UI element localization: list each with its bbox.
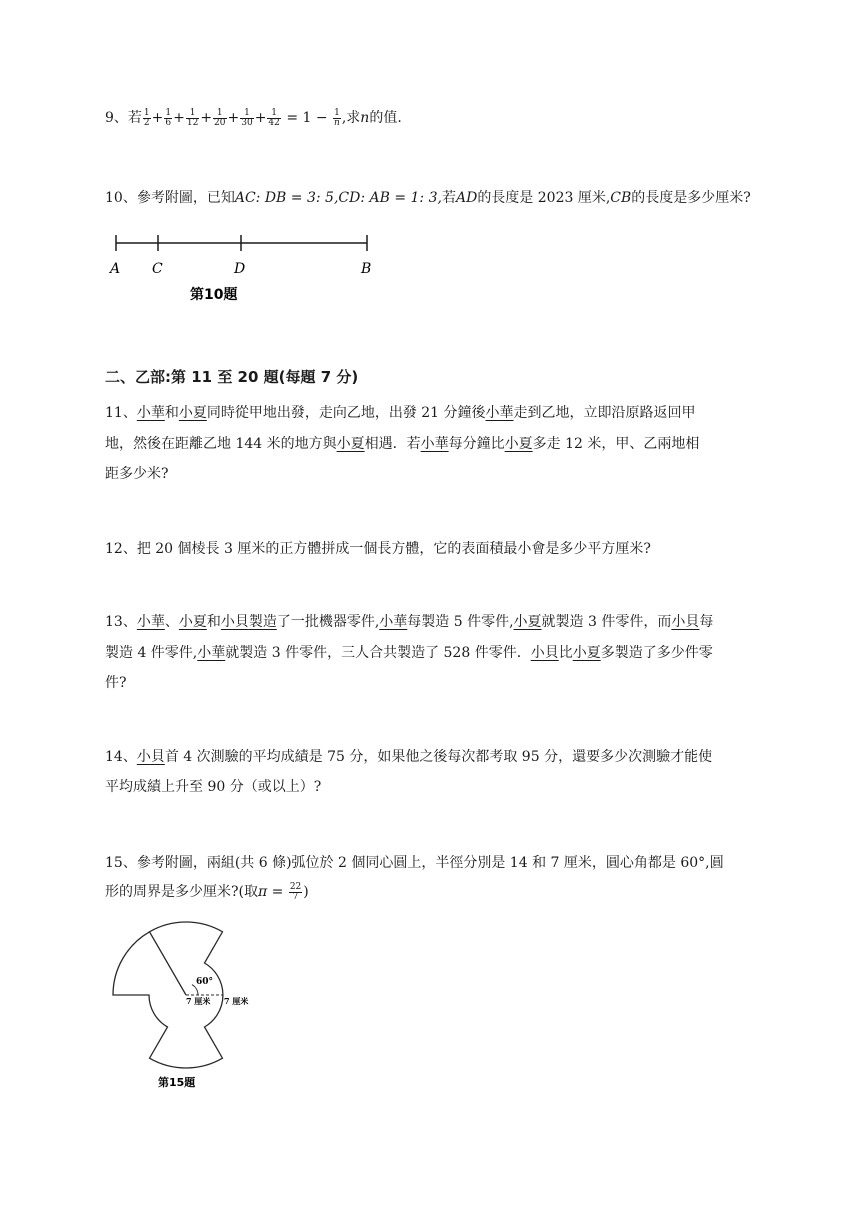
figure-caption: 第10題 bbox=[190, 287, 238, 303]
q9-suffix-b: 的值. bbox=[369, 110, 402, 126]
pi-symbol: π = bbox=[257, 884, 288, 900]
q10-ad: AD bbox=[455, 190, 478, 206]
name-xiaobei: 小貝 bbox=[671, 614, 700, 630]
point-label-c: C bbox=[152, 261, 163, 277]
q15-figure bbox=[100, 920, 270, 1092]
name-xiaobei: 小貝 bbox=[530, 645, 559, 661]
name-xiaohua: 小華 bbox=[136, 614, 165, 630]
point-label-a: A bbox=[110, 261, 121, 277]
question-13-line-3: 件? bbox=[105, 675, 127, 691]
section-heading: 二、乙部:第 11 至 20 題(每題 7 分) bbox=[105, 368, 359, 386]
angle-label: 60° bbox=[196, 977, 214, 987]
q10-text-a: 10、參考附圖，已知 bbox=[105, 190, 235, 206]
q9-var: n bbox=[360, 110, 370, 126]
q9-frac-2: $\frac{1}{6}$ bbox=[165, 107, 172, 128]
q9-prefix: 9、若 bbox=[105, 110, 142, 126]
name-xiaoxia: 小夏 bbox=[336, 436, 365, 452]
question-9 bbox=[105, 108, 402, 128]
question-15-line-2: 形的周界是多少厘米?(取π = $\frac{22}{7}$ ) bbox=[105, 881, 309, 902]
q10-text-c: 的長度是 2023 厘米, bbox=[477, 190, 611, 206]
radius-label-left: 7 厘米 bbox=[186, 996, 211, 1006]
point-label-b: B bbox=[361, 261, 372, 277]
question-13-line-1: 13、小華、小夏和小貝製造了一批機器零件,小華每製造 5 件零件,小夏就製造 3 件零件，而小貝每 bbox=[105, 614, 714, 630]
name-xiaohua: 小華 bbox=[197, 645, 226, 661]
question-12: 12、把 20 個棱長 3 厘米的正方體拼成一個長方體，它的表面積最小會是多少平方厘米? bbox=[105, 541, 651, 557]
q9-frac-3: $\frac{1}{12}$ bbox=[186, 107, 199, 128]
radius-label-right: 7 厘米 bbox=[224, 996, 249, 1006]
question-11-line-3: 距多少米? bbox=[105, 466, 169, 482]
name-xiaoxia: 小夏 bbox=[178, 614, 207, 630]
plus-sign: + bbox=[200, 110, 213, 126]
q10-text-b: 若 bbox=[441, 190, 456, 206]
plus-sign: + bbox=[254, 110, 267, 126]
question-10 bbox=[105, 188, 751, 208]
q9-rhs-frac: $\frac{1}{n}$ bbox=[334, 107, 340, 128]
q10-ratio: AC: DB = 3: 5,CD: AB = 1: 3, bbox=[234, 190, 442, 206]
name-xiaobei: 小貝 bbox=[220, 614, 249, 630]
plus-sign: + bbox=[151, 110, 164, 126]
q10-text-d: 的長度是多少厘米? bbox=[631, 190, 751, 206]
pi-fraction: $\frac{22}{7}$ bbox=[289, 881, 302, 902]
point-label-d: D bbox=[234, 261, 246, 277]
q9-frac-4: $\frac{1}{20}$ bbox=[214, 107, 226, 128]
name-xiaohua: 小華 bbox=[379, 614, 408, 630]
plus-sign: + bbox=[227, 110, 240, 126]
name-xiaoxia: 小夏 bbox=[513, 614, 542, 630]
q9-equals: = 1 − bbox=[281, 110, 333, 126]
name-xiaobei: 小貝 bbox=[136, 749, 165, 765]
name-xiaohua: 小華 bbox=[136, 405, 165, 421]
name-xiaohua: 小華 bbox=[420, 436, 449, 452]
question-11-line-1: 11、小華和小夏同時從甲地出發，走向乙地，出發 21 分鐘後小華走到乙地，立即沿原路返回甲 bbox=[105, 405, 696, 421]
q9-suffix-a: ,求 bbox=[341, 110, 361, 126]
plus-sign: + bbox=[173, 110, 185, 126]
name-xiaoxia: 小夏 bbox=[504, 436, 533, 452]
name-xiaohua: 小華 bbox=[485, 405, 514, 421]
q10-figure bbox=[100, 228, 390, 310]
question-13-line-2: 製造 4 件零件,小華就製造 3 件零件，三人合共製造了 528 件零件．小貝比小夏多製造了多少件零 bbox=[105, 645, 713, 661]
name-xiaoxia: 小夏 bbox=[572, 645, 601, 661]
figure-caption: 第15題 bbox=[158, 1076, 196, 1089]
q10-cb: CB bbox=[610, 190, 632, 206]
question-15-line-1: 15、參考附圖，兩組(共 6 條)弧位於 2 個同心圓上，半徑分別是 14 和 7 厘米，圓心角都是 60°,圓 bbox=[105, 855, 724, 871]
q9-frac-1: $\frac{1}{2}$ bbox=[143, 107, 150, 128]
name-xiaoxia: 小夏 bbox=[178, 405, 207, 421]
question-14-line-2: 平均成績上升至 90 分（或以上）? bbox=[105, 779, 322, 795]
q9-frac-5: $\frac{1}{30}$ bbox=[241, 107, 253, 128]
question-11-line-2: 地，然後在距離乙地 144 米的地方與小夏相遇．若小華每分鐘比小夏多走 12 米，甲、乙兩地相 bbox=[105, 436, 700, 452]
q9-frac-6: $\frac{1}{42}$ bbox=[268, 107, 280, 128]
question-14-line-1: 14、小貝首 4 次測驗的平均成績是 75 分，如果他之後每次都考取 95 分，還要多少次測驗才能使 bbox=[105, 749, 713, 765]
